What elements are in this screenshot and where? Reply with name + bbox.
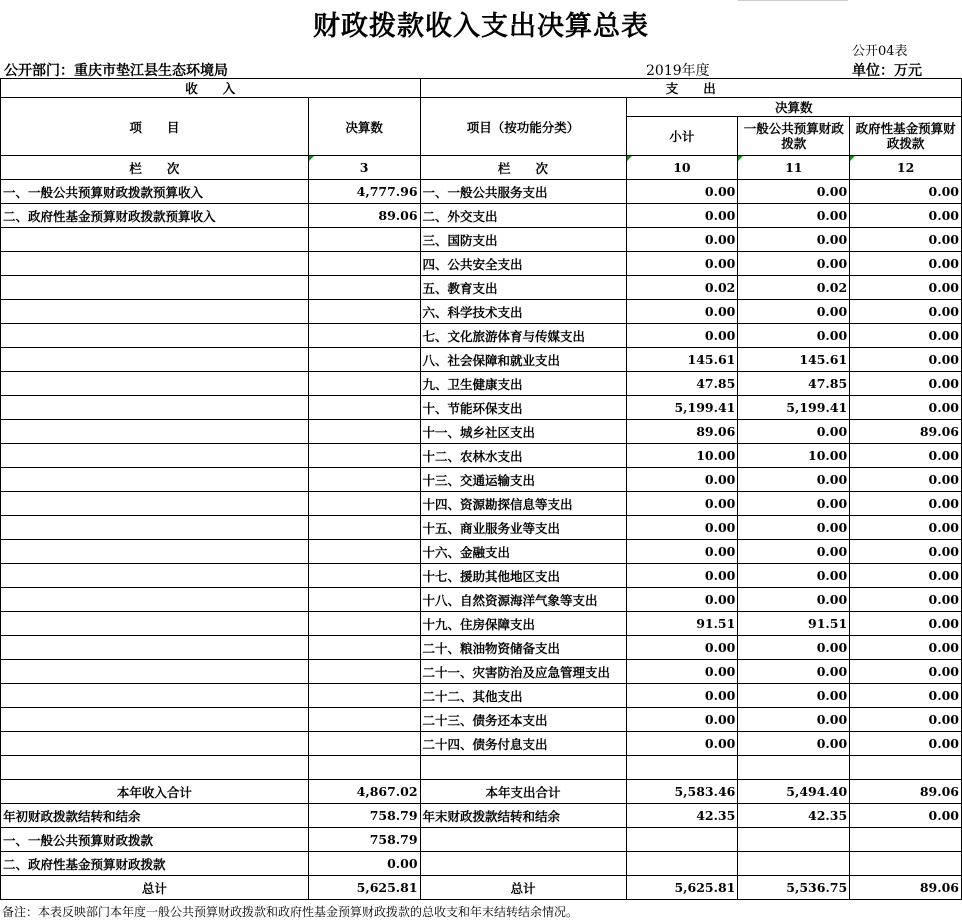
expense-item: 八、社会保障和就业支出 [420,348,626,372]
expense-subtotal: 0.00 [626,252,738,276]
expense-subtotal: 0.02 [626,276,738,300]
expense-item: 十九、住房保障支出 [420,612,626,636]
expense-fund: 0.00 [850,444,962,468]
table-row [1,372,962,396]
expense-header: 支 出 [420,79,961,98]
blank-cell [1,420,309,444]
blank-cell [1,564,309,588]
table-row [1,708,962,732]
table-row [1,396,962,420]
blank-cell [308,468,420,492]
final-accounts-table [0,78,962,900]
blank-cell [1,300,309,324]
expense-subtotal: 0.00 [626,708,738,732]
expense-subtotal: 0.00 [626,204,738,228]
general-budget-header: 一般公共预算财政拨款 [738,117,850,156]
expense-general: 47.85 [738,372,850,396]
blank-cell [308,420,420,444]
blank-cell [308,708,420,732]
expense-fund: 0.00 [850,660,962,684]
expense-subtotal: 10.00 [626,444,738,468]
blank-cell [626,756,738,780]
expense-item: 二十二、其他支出 [420,684,626,708]
expense-fund: 0.00 [850,516,962,540]
row-label-income: 栏 次 [1,156,309,180]
blank-cell [1,324,309,348]
expense-subtotal: 145.61 [626,348,738,372]
carryover-row [1,804,962,828]
blank-cell [1,252,309,276]
col-index-11: 11 [738,156,850,180]
end-carryover-label: 年末财政拨款结转和结余 [420,804,626,828]
expense-fund: 0.00 [850,468,962,492]
income-item: 二、政府性基金预算财政拨款预算收入 [1,204,309,228]
blank-cell [308,612,420,636]
begin-general-label: 一、一般公共预算财政拨款 [1,828,309,852]
table-row [1,252,962,276]
expense-item: 三、国防支出 [420,228,626,252]
blank-cell [308,732,420,756]
income-amount: 89.06 [308,204,420,228]
expense-general: 0.00 [738,252,850,276]
blank-cell [738,828,850,852]
blank-cell [308,492,420,516]
grand-expense-subtotal: 5,625.81 [626,876,738,900]
blank-cell [420,828,626,852]
expense-fund: 0.00 [850,588,962,612]
blank-cell [1,732,309,756]
col-index-12: 12 [850,156,962,180]
blank-cell [1,492,309,516]
expense-subtotal: 0.00 [626,180,738,204]
expense-general: 0.00 [738,660,850,684]
final-amount-header: 决算数 [308,98,420,156]
expense-subtotal: 47.85 [626,372,738,396]
grand-expense-general: 5,536.75 [738,876,850,900]
table-row [1,492,962,516]
blank-cell [1,756,309,780]
blank-cell [850,828,962,852]
gov-fund-header: 政府性基金预算财政拨款 [850,117,962,156]
table-row [1,588,962,612]
blank-cell [420,852,626,876]
expense-fund: 0.00 [850,348,962,372]
income-header: 收 入 [1,79,421,98]
expense-total-general: 5,494.40 [738,780,850,804]
expense-fund: 0.00 [850,372,962,396]
expense-general: 0.00 [738,420,850,444]
expense-fund: 89.06 [850,420,962,444]
blank-cell [1,588,309,612]
expense-fund: 0.00 [850,492,962,516]
expense-item: 六、科学技术支出 [420,300,626,324]
header-row-2 [1,98,962,117]
blank-cell [1,636,309,660]
expense-general: 0.00 [738,684,850,708]
column-index-row [1,156,962,180]
table-row [1,276,962,300]
expense-general: 0.02 [738,276,850,300]
blank-cell [308,444,420,468]
expense-fund: 0.00 [850,180,962,204]
table-row [1,204,962,228]
expense-fund: 0.00 [850,252,962,276]
expense-subtotal: 0.00 [626,684,738,708]
table-row [1,684,962,708]
expense-subtotal: 0.00 [626,324,738,348]
expense-fund: 0.00 [850,204,962,228]
col-index-10: 10 [626,156,738,180]
expense-item: 十七、援助其他地区支出 [420,564,626,588]
expense-subtotal: 5,199.41 [626,396,738,420]
expense-general: 0.00 [738,564,850,588]
table-row [1,612,962,636]
expense-item: 一、一般公共服务支出 [420,180,626,204]
blank-cell [308,516,420,540]
blank-cell [308,276,420,300]
expense-item: 五、教育支出 [420,276,626,300]
blank-cell [1,372,309,396]
table-row [1,300,962,324]
blank-cell [308,756,420,780]
final-group-header: 决算数 [626,98,962,117]
blank-cell [1,612,309,636]
unit-label: 单位：万元 [852,63,922,79]
table-row [1,444,962,468]
expense-item: 二十四、债务付息支出 [420,732,626,756]
expense-item: 二十一、灾害防治及应急管理支出 [420,660,626,684]
expense-general: 0.00 [738,516,850,540]
expense-item: 二、外交支出 [420,204,626,228]
blank-cell [308,372,420,396]
grand-expense-label: 总计 [420,876,626,900]
expense-general: 0.00 [738,324,850,348]
blank-cell [1,348,309,372]
carryover-fund-row [1,852,962,876]
blank-cell [308,252,420,276]
expense-general: 0.00 [738,540,850,564]
blank-row [1,756,962,780]
blank-cell [308,396,420,420]
blank-cell [1,516,309,540]
expense-subtotal: 91.51 [626,612,738,636]
begin-general-value: 758.79 [308,828,420,852]
row-label-expense: 栏 次 [420,156,626,180]
top-rule [738,0,848,1]
expense-item: 二十、粮油物资储备支出 [420,636,626,660]
table-row [1,660,962,684]
expense-subtotal: 0.00 [626,588,738,612]
expense-general: 0.00 [738,180,850,204]
blank-cell [308,228,420,252]
expense-item: 十二、农林水支出 [420,444,626,468]
blank-cell [308,684,420,708]
expense-general: 0.00 [738,708,850,732]
blank-cell [738,852,850,876]
form-number: 公开04表 [852,44,908,59]
col-index-3: 3 [308,156,420,180]
table-row [1,516,962,540]
subtotal-header: 小计 [626,117,738,156]
blank-cell [1,684,309,708]
expense-subtotal: 0.00 [626,492,738,516]
income-amount: 4,777.96 [308,180,420,204]
expense-fund: 0.00 [850,612,962,636]
table-row [1,468,962,492]
blank-cell [308,636,420,660]
table-row [1,228,962,252]
item-header: 项 目 [1,98,309,156]
table-row [1,540,962,564]
end-carryover-subtotal: 42.35 [626,804,738,828]
income-total-label: 本年收入合计 [1,780,309,804]
expense-general: 0.00 [738,300,850,324]
expense-fund: 0.00 [850,564,962,588]
expense-item: 十六、金融支出 [420,540,626,564]
expense-subtotal: 0.00 [626,540,738,564]
expense-fund: 0.00 [850,228,962,252]
expense-subtotal: 89.06 [626,420,738,444]
table-row [1,732,962,756]
expense-general: 0.00 [738,468,850,492]
table-row [1,324,962,348]
expense-total-subtotal: 5,583.46 [626,780,738,804]
expense-fund: 0.00 [850,684,962,708]
blank-cell [1,540,309,564]
expense-item: 九、卫生健康支出 [420,372,626,396]
expense-general: 0.00 [738,204,850,228]
table-row [1,636,962,660]
expense-subtotal: 0.00 [626,636,738,660]
expense-item: 四、公共安全支出 [420,252,626,276]
blank-cell [850,756,962,780]
blank-cell [420,756,626,780]
expense-general: 0.00 [738,732,850,756]
grand-expense-fund: 89.06 [850,876,962,900]
begin-fund-value: 0.00 [308,852,420,876]
blank-cell [738,756,850,780]
expense-fund: 0.00 [850,300,962,324]
blank-cell [1,468,309,492]
grand-income-label: 总计 [1,876,309,900]
expense-fund: 0.00 [850,396,962,420]
expense-item: 十三、交通运输支出 [420,468,626,492]
income-item: 一、一般公共预算财政拨款预算收入 [1,180,309,204]
expense-fund: 0.00 [850,276,962,300]
expense-fund: 0.00 [850,324,962,348]
expense-item: 十五、商业服务业等支出 [420,516,626,540]
carryover-general-row [1,828,962,852]
expense-fund: 0.00 [850,540,962,564]
begin-carryover-label: 年初财政拨款结转和结余 [1,804,309,828]
end-carryover-fund: 0.00 [850,804,962,828]
expense-total-label: 本年支出合计 [420,780,626,804]
begin-fund-label: 二、政府性基金预算财政拨款 [1,852,309,876]
blank-cell [850,852,962,876]
expense-general: 0.00 [738,588,850,612]
blank-cell [1,276,309,300]
blank-cell [1,708,309,732]
grand-income-value: 5,625.81 [308,876,420,900]
blank-cell [1,396,309,420]
expense-fund: 0.00 [850,636,962,660]
expense-subtotal: 0.00 [626,228,738,252]
expense-general: 0.00 [738,492,850,516]
blank-cell [1,444,309,468]
expense-subtotal: 0.00 [626,564,738,588]
blank-cell [308,300,420,324]
blank-cell [1,228,309,252]
blank-cell [308,540,420,564]
expense-item: 二十三、债务还本支出 [420,708,626,732]
blank-cell [308,660,420,684]
expense-general: 0.00 [738,228,850,252]
header-row-1 [1,79,962,98]
table-row [1,348,962,372]
expense-subtotal: 0.00 [626,300,738,324]
expense-subtotal: 0.00 [626,660,738,684]
expense-item: 十、节能环保支出 [420,396,626,420]
expense-item: 七、文化旅游体育与传媒支出 [420,324,626,348]
blank-cell [308,588,420,612]
blank-cell [308,564,420,588]
blank-cell [308,324,420,348]
footnote: 备注：本表反映部门本年度一般公共预算财政拨款和政府性基金预算财政拨款的总收支和年末结转结余情况。 [2,905,579,919]
expense-item: 十四、资源勘探信息等支出 [420,492,626,516]
department-label: 公开部门：重庆市垫江县生态环境局 [4,63,228,79]
blank-cell [308,348,420,372]
expense-general: 145.61 [738,348,850,372]
expense-general: 10.00 [738,444,850,468]
expense-general: 5,199.41 [738,396,850,420]
table-row [1,420,962,444]
blank-cell [626,852,738,876]
end-carryover-general: 42.35 [738,804,850,828]
expense-total-fund: 89.06 [850,780,962,804]
blank-cell [626,828,738,852]
table-row [1,180,962,204]
expense-fund: 0.00 [850,732,962,756]
expense-general: 0.00 [738,636,850,660]
expense-subtotal: 0.00 [626,516,738,540]
expense-fund: 0.00 [850,708,962,732]
year-total-row [1,780,962,804]
year-label: 2019年度 [646,63,710,79]
expense-general: 91.51 [738,612,850,636]
grand-total-row [1,876,962,900]
page-title: 财政拨款收入支出决算总表 [313,11,649,42]
table-row [1,564,962,588]
expense-item: 十一、城乡社区支出 [420,420,626,444]
expense-item: 十八、自然资源海洋气象等支出 [420,588,626,612]
func-item-header: 项目（按功能分类） [420,98,626,156]
expense-subtotal: 0.00 [626,732,738,756]
income-total-value: 4,867.02 [308,780,420,804]
blank-cell [1,660,309,684]
begin-carryover-value: 758.79 [308,804,420,828]
expense-subtotal: 0.00 [626,468,738,492]
